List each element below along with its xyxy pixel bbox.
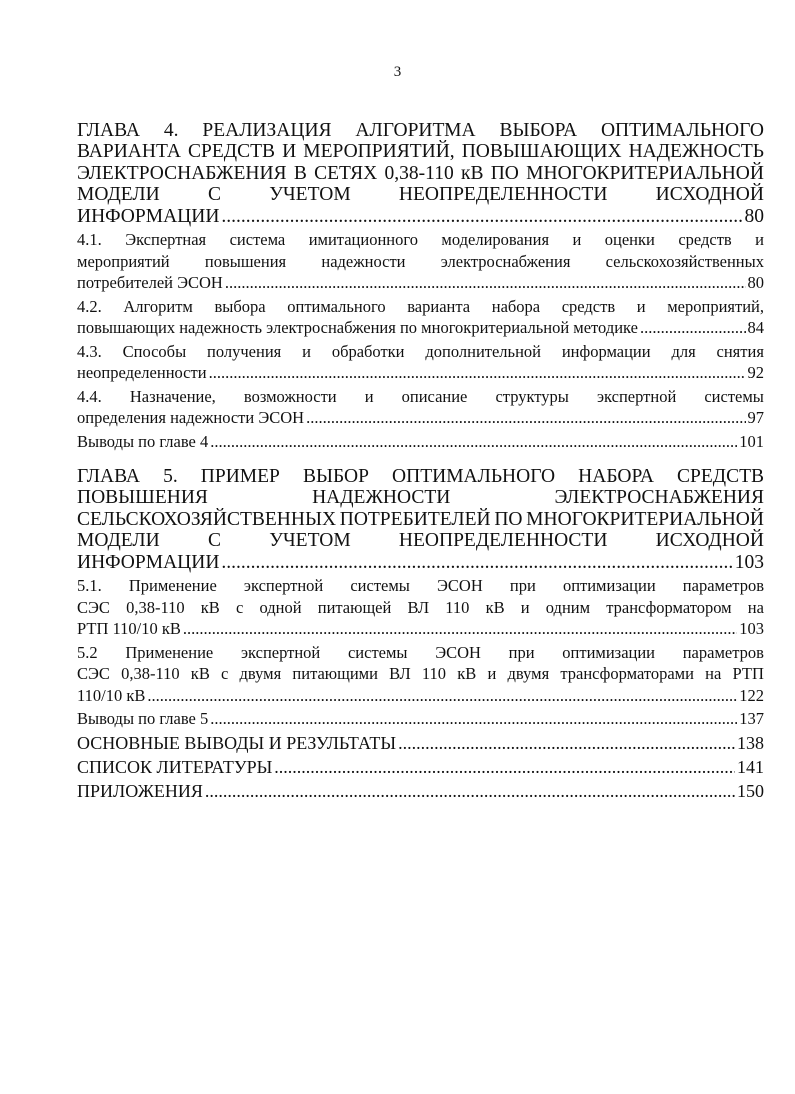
toc-word: получения	[207, 341, 282, 361]
toc-word: двумя	[239, 664, 282, 684]
toc-line	[77, 487, 764, 508]
toc-line	[77, 251, 764, 273]
toc-word: 4.1.	[77, 230, 102, 250]
toc-word: СРЕДСТВ	[677, 466, 764, 488]
toc-summary-5[interactable]	[77, 708, 764, 730]
toc-word: с	[235, 597, 244, 617]
toc-line	[77, 229, 764, 251]
toc-line	[77, 663, 764, 685]
toc-word: ВЫБОРА	[499, 120, 578, 141]
toc-word: АЛГОРИТМА	[355, 120, 476, 141]
toc-word: ВЛ	[407, 597, 430, 617]
toc-line	[77, 530, 764, 551]
toc-word: параметров	[682, 642, 764, 662]
toc-entry-text: ИНФОРМАЦИИ	[77, 205, 220, 227]
toc-word: 4.	[163, 120, 179, 141]
toc-word: ЭЛЕКТРОСНАБЖЕНИЯ	[77, 162, 287, 184]
toc-references-page: 141	[737, 756, 764, 777]
toc-word: 5.	[163, 466, 178, 488]
toc-word: параметров	[682, 576, 764, 596]
toc-word: УЧЕТОМ	[269, 530, 351, 552]
toc-word: НАДЕЖНОСТЬ	[628, 141, 764, 163]
toc-line	[77, 341, 764, 363]
toc-word: И	[282, 141, 297, 163]
toc-word: ВЛ	[389, 664, 411, 684]
toc-word: 110	[421, 664, 447, 684]
toc-last-line	[77, 618, 764, 640]
toc-line	[77, 120, 764, 141]
toc-line	[77, 509, 764, 530]
dot-leader	[147, 685, 737, 707]
toc-word: и	[302, 341, 311, 361]
toc-word: Назначение,	[129, 386, 216, 406]
toc-word: трансформатором	[606, 597, 732, 617]
toc-word: 110	[445, 597, 470, 617]
toc-word: и	[487, 664, 497, 684]
toc-word: системы	[350, 576, 410, 596]
dot-leader	[221, 552, 732, 573]
toc-section-5-2[interactable]	[77, 642, 764, 707]
toc-word: 4.3.	[77, 341, 102, 361]
toc-word: МОДЕЛИ	[77, 530, 160, 552]
toc-word: возможности	[243, 386, 337, 406]
toc-word: ЭСОН	[437, 576, 483, 596]
toc-word: питающей	[317, 597, 392, 617]
toc-line	[77, 642, 764, 664]
toc-word: С	[207, 530, 221, 552]
toc-word: сельскохозяйственных	[605, 251, 764, 271]
toc-page-number: 97	[747, 408, 764, 428]
toc-last-line	[77, 685, 764, 707]
toc-word: МЕРОПРИЯТИЙ,	[303, 141, 455, 163]
toc-word: кВ	[190, 664, 210, 684]
toc-word: оценки	[604, 230, 655, 250]
toc-section-5-1[interactable]	[77, 575, 764, 640]
dot-leader	[225, 272, 746, 294]
toc-word: одним	[545, 597, 591, 617]
toc-word: для	[671, 341, 696, 361]
toc-chapter-5[interactable]	[77, 466, 764, 573]
toc-word: ОПТИМАЛЬНОГО	[392, 466, 556, 488]
page-number: 3	[393, 64, 402, 80]
toc-page-number: 103	[734, 551, 764, 573]
toc-summary-5-page: 137	[739, 709, 764, 729]
toc-word: СЭС	[77, 597, 110, 617]
toc-word: НЕОПРЕДЕЛЕННОСТИ	[398, 530, 608, 552]
toc-word: обработки	[331, 341, 405, 361]
toc-word: ГЛАВА	[77, 466, 140, 488]
toc-word: оптимального	[287, 296, 386, 316]
toc-word: ПОТРЕБИТЕЛЕЙ	[339, 508, 491, 530]
toc-word: 4.4.	[77, 386, 102, 406]
dot-leader	[210, 708, 737, 730]
toc-word: на	[705, 664, 722, 684]
toc-word: и	[572, 230, 582, 250]
toc-page-number: 80	[744, 205, 764, 227]
toc-word: снятия	[716, 341, 764, 361]
toc-conclusions-text: ОСНОВНЫЕ ВЫВОДЫ И РЕЗУЛЬТАТЫ	[77, 732, 397, 753]
toc-word: набора	[491, 296, 541, 316]
toc-word: выбора	[214, 296, 266, 316]
toc-word: ИСХОДНОЙ	[655, 530, 764, 552]
toc-word: и	[364, 386, 374, 406]
toc-references[interactable]	[77, 756, 764, 778]
toc-summary-5-text: Выводы по главе 5	[77, 709, 209, 729]
toc-word: ПРИМЕР	[200, 466, 280, 488]
toc-word: описание	[401, 386, 468, 406]
toc-word: и	[636, 296, 646, 316]
dot-leader	[209, 362, 746, 384]
toc-entry-text: РТП 110/10 кВ	[77, 619, 181, 639]
toc-summary-4-page: 101	[739, 431, 764, 451]
toc-word: и	[520, 597, 530, 617]
toc-word: 0,38-110	[126, 597, 185, 617]
toc-word: при	[509, 576, 536, 596]
toc-word: средств	[561, 296, 616, 316]
toc-word: информации	[561, 341, 651, 361]
toc-word: повышения	[204, 251, 287, 271]
toc-word: средств	[678, 230, 732, 250]
toc-entry-text: потребителей ЭСОН	[77, 273, 223, 293]
toc-word: НАБОРА	[578, 466, 654, 488]
toc-word: электроснабжения	[440, 251, 571, 271]
toc-page-number: 103	[739, 619, 764, 639]
toc-word: экспертной	[243, 576, 324, 596]
dot-leader	[205, 780, 735, 802]
toc-section-4-1[interactable]	[77, 229, 764, 294]
dot-leader	[210, 431, 737, 453]
table-of-contents	[77, 120, 764, 802]
toc-last-line	[77, 552, 764, 573]
toc-word: трансформаторами	[560, 664, 694, 684]
toc-word: РТП	[732, 664, 764, 684]
toc-word: дополнительной	[425, 341, 541, 361]
toc-word: мероприятий,	[667, 296, 764, 316]
toc-appendices[interactable]	[77, 780, 764, 802]
toc-word: мероприятий	[77, 251, 170, 271]
toc-word: кВ	[457, 664, 477, 684]
toc-word: ЭСОН	[435, 642, 481, 662]
toc-word: при	[508, 642, 535, 662]
toc-word: оптимизации	[562, 642, 656, 662]
toc-word: структуры	[495, 386, 569, 406]
toc-entry-text: неопределенности	[77, 363, 207, 383]
toc-word: МНОГОКРИТЕРИАЛЬНОЙ	[526, 162, 764, 184]
toc-word: МОДЕЛИ	[77, 184, 160, 206]
toc-word: надежности	[321, 251, 406, 271]
toc-word: МНОГОКРИТЕРИАЛЬНОЙ	[526, 508, 764, 530]
dot-leader	[306, 407, 745, 429]
toc-word: кВ	[485, 597, 505, 617]
toc-word: СЭС	[77, 664, 110, 684]
toc-line	[77, 386, 764, 408]
dot-leader	[274, 756, 735, 778]
toc-word: Применение	[125, 642, 214, 662]
toc-entry-text: повышающих надежность электроснабжения по многокритериальной методике	[77, 318, 638, 338]
toc-last-line	[77, 407, 764, 429]
toc-line	[77, 296, 764, 318]
toc-line	[77, 163, 764, 184]
toc-word: система	[229, 230, 286, 250]
toc-word: моделирования	[441, 230, 550, 250]
toc-word: УЧЕТОМ	[269, 184, 351, 206]
toc-line	[77, 597, 764, 619]
toc-word: ПО	[494, 508, 523, 530]
toc-word: Способы	[122, 341, 187, 361]
toc-word: ВЫБОР	[302, 466, 369, 488]
toc-word: и	[755, 230, 764, 250]
toc-summary-4[interactable]	[77, 431, 764, 453]
toc-word: НАДЕЖНОСТИ	[312, 487, 451, 509]
toc-line	[77, 184, 764, 205]
toc-word: кВ	[200, 597, 220, 617]
toc-summary-4-text: Выводы по главе 4	[77, 431, 209, 451]
toc-appendices-text: ПРИЛОЖЕНИЯ	[77, 780, 203, 801]
toc-word: экспертной	[240, 642, 321, 662]
toc-word: ГЛАВА	[77, 120, 140, 141]
toc-page-number: 122	[739, 685, 764, 705]
toc-word: варианта	[407, 296, 471, 316]
toc-page-number: 80	[747, 273, 764, 293]
toc-line	[77, 466, 764, 487]
toc-word: имитационного	[308, 230, 418, 250]
toc-word: оптимизации	[562, 576, 656, 596]
toc-last-line	[77, 317, 764, 339]
toc-word: СРЕДСТВ	[188, 141, 276, 163]
toc-word: 0,38-110	[121, 664, 180, 684]
toc-word: питающими	[292, 664, 378, 684]
toc-chapter-4[interactable]	[77, 120, 764, 227]
toc-word: 4.2.	[77, 296, 102, 316]
dot-leader	[221, 206, 742, 227]
toc-word: НЕОПРЕДЕЛЕННОСТИ	[398, 184, 608, 206]
toc-word: ОПТИМАЛЬНОГО	[600, 120, 764, 141]
toc-conclusions-page: 138	[737, 732, 764, 753]
toc-word: В	[293, 162, 307, 184]
toc-word: двумя	[507, 664, 550, 684]
toc-section-4-3[interactable]	[77, 341, 764, 384]
toc-word: одной	[259, 597, 302, 617]
toc-last-line	[77, 362, 764, 384]
toc-conclusions[interactable]	[77, 732, 764, 754]
dot-leader	[398, 732, 735, 754]
toc-word: системы	[347, 642, 408, 662]
toc-entry-text: 110/10 кВ	[77, 685, 146, 705]
toc-line	[77, 575, 764, 597]
toc-page-number: 92	[747, 363, 764, 383]
dot-leader	[640, 317, 746, 339]
toc-word: 0,38-110	[384, 162, 454, 184]
toc-references-text: СПИСОК ЛИТЕРАТУРЫ	[77, 756, 273, 777]
toc-word: ПОВЫШАЮЩИХ	[461, 141, 622, 163]
toc-word: на	[747, 597, 764, 617]
toc-word: 5.1.	[77, 576, 102, 596]
toc-word: Экспертная	[125, 230, 207, 250]
toc-word: Алгоритм	[123, 296, 193, 316]
toc-word: ПОВЫШЕНИЯ	[77, 487, 208, 509]
toc-word: кВ	[460, 162, 484, 184]
toc-word: ЭЛЕКТРОСНАБЖЕНИЯ	[554, 487, 764, 509]
toc-word: СЕЛЬСКОХОЗЯЙСТВЕННЫХ	[77, 508, 337, 530]
toc-page-number: 84	[747, 318, 764, 338]
toc-last-line	[77, 272, 764, 294]
toc-word: Применение	[128, 576, 217, 596]
toc-section-4-2[interactable]	[77, 296, 764, 339]
toc-word: с	[221, 664, 229, 684]
toc-section-4-4[interactable]	[77, 386, 764, 429]
toc-line	[77, 141, 764, 162]
toc-word: ПО	[490, 162, 519, 184]
toc-word: ИСХОДНОЙ	[655, 184, 764, 206]
toc-last-line	[77, 206, 764, 227]
toc-word: системы	[704, 386, 764, 406]
toc-entry-text: ИНФОРМАЦИИ	[77, 551, 220, 573]
toc-word: РЕАЛИЗАЦИЯ	[202, 120, 332, 141]
toc-word: ВАРИАНТА	[77, 141, 181, 163]
toc-word: экспертной	[596, 386, 677, 406]
toc-word: 5.2	[77, 642, 98, 662]
toc-entry-text: определения надежности ЭСОН	[77, 408, 305, 428]
toc-word: СЕТЯХ	[314, 162, 378, 184]
toc-appendices-page: 150	[737, 780, 764, 801]
toc-word: С	[207, 184, 221, 206]
dot-leader	[183, 618, 737, 640]
